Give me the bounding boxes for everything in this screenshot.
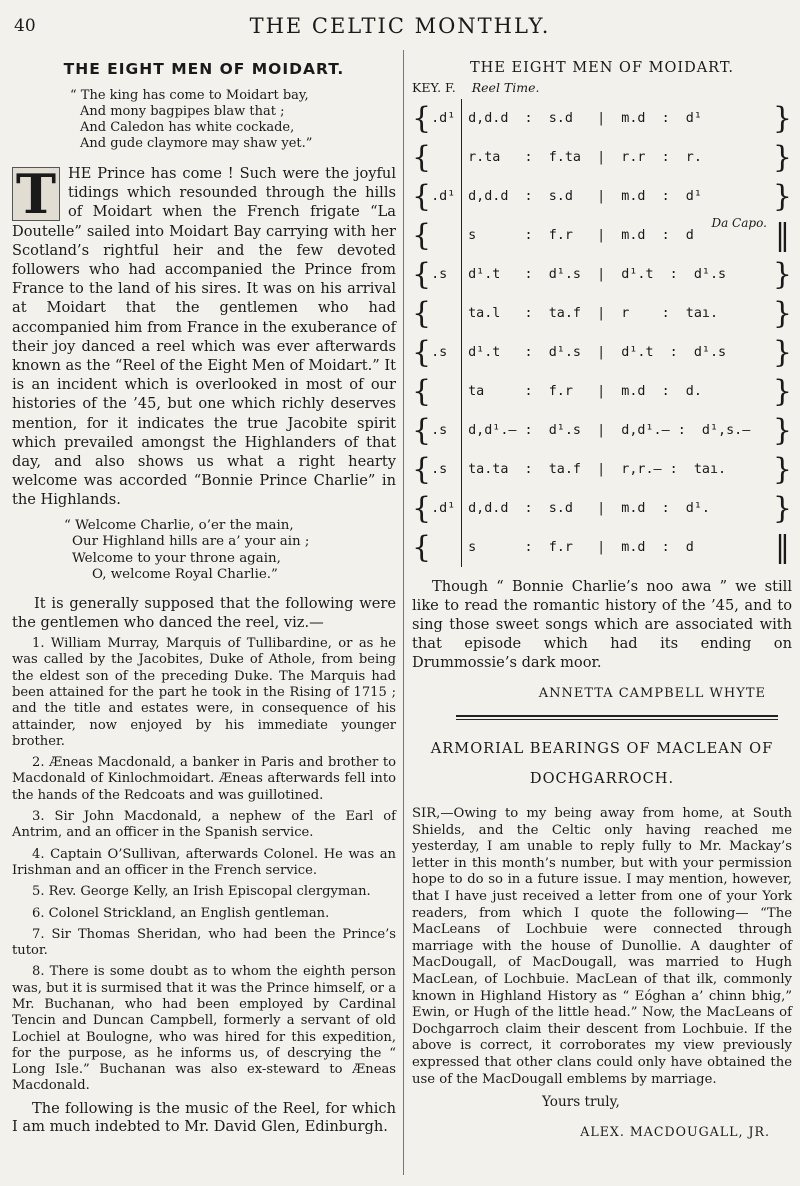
music-line [412, 411, 792, 450]
anacrusis: .s [431, 423, 448, 438]
list-item: 7. Sir Thomas Sheridan, who had been the Prince’s tutor. [12, 926, 396, 959]
right-brace: } [772, 296, 792, 331]
right-brace: } [772, 101, 792, 136]
intro-block [12, 164, 396, 510]
bar-notes: ta.ta : ta.f | r,r.– : taı. [468, 462, 727, 477]
tempo: Reel Time. [471, 80, 540, 95]
armorial-title-line: ARMORIAL BEARINGS OF MACLEAN OF [430, 740, 774, 757]
epigraph-line: “ The king has come to Moidart bay, [70, 88, 309, 103]
bar-notes: d,d.d : s.d | m.d : d¹ [468, 111, 702, 126]
epigraph-line: And gude claymore may shaw yet.” [80, 136, 313, 151]
signature: ANNETTA CAMPBELL WHYTE [538, 686, 766, 701]
anacrusis [431, 294, 462, 333]
music-line [412, 489, 792, 528]
right-brace: } [772, 413, 792, 448]
right-brace: } [772, 179, 792, 214]
bar-cell [462, 216, 773, 255]
epigraph [70, 88, 396, 152]
column-divider [403, 50, 404, 1175]
verse-line: Welcome to your throne again, [72, 550, 281, 566]
list-item: 3. Sir John Macdonald, a nephew of the Earl of Antrim, and an officer in the Spanish service. [12, 809, 396, 841]
list-item: 5. Rev. George Kelly, an Irish Episcopal clergyman. [32, 884, 371, 900]
verse-line: “ Welcome Charlie, o’er the main, [64, 517, 294, 533]
list-item: 1. William Murray, Marquis of Tullibardine, or as he was called by the Jacobites, Duke of Athole, from being the eldest son of the preceding Duke. The Marquis had been attained for the part he took in the Rising of 1715 ; and the title and estates were, in consequence of his attainder, now enjoyed by his immediate younger brother. [12, 636, 396, 749]
right-brace: } [772, 335, 792, 370]
armorial-title-line: DOCHGARROCH. [529, 770, 675, 787]
music-line [412, 333, 792, 372]
bar-notes: s : f.r | m.d : d [468, 540, 694, 555]
bar-notes: d,d.d : s.d | m.d : d¹. [468, 501, 710, 516]
anacrusis: .s [431, 345, 448, 360]
bar-notes: ta.l : ta.f | r : taı. [468, 306, 719, 321]
epigraph-line: And mony bagpipes blaw that ; [80, 104, 285, 119]
music-line [412, 99, 792, 138]
bar-notes: s : f.r | m.d : d [468, 228, 694, 243]
bar-notes: d¹.t : d¹.s | d¹.t : d¹.s [468, 345, 727, 360]
music-line [412, 138, 792, 177]
right-column [412, 58, 792, 1139]
music-line [412, 216, 792, 255]
anacrusis [431, 216, 462, 255]
men-list [12, 636, 396, 1095]
bar-notes: ta : f.r | m.d : d. [468, 384, 702, 399]
intro-paragraph: HE Prince has come ! Such were the joyful tidings which resounded through the hills of Moidart when the French frigate “La Doutelle” sailed into Moidart Bay carrying with her Scotland’s rightful heir and the few devoted followers who had accompanied the Prince from France to the land of his sires. It was on his arrival at Moidart that the gentlemen who had accompanied him from France in the exuberance of their joy danced a reel which was ever afterwards known as the “Reel of the Eight Men of Moidart.” It is an incident which is overlooked in most of our histories of the ’45, but one which richly deserves mention, for it indicates the true Jacobite spirit which prevailed amongst the Highlanders of that day, and also shows us what a right hearty welcome was accorded “Bonnie Prince Charlie” in the Highlands. [12, 165, 396, 509]
right-brace: } [772, 140, 792, 175]
verse-line: O, welcome Royal Charlie.” [92, 567, 278, 583]
letter-signature: ALEX. MACDOUGALL, JR. [580, 1124, 770, 1140]
right-brace: } [772, 491, 792, 526]
bar-notes: d,d.d : s.d | m.d : d¹ [468, 189, 702, 204]
list-item: 2. Æneas Macdonald, a banker in Paris and brother to Macdonald of Kinlochmoidart. Æneas afterwards fell into the hands of the Redcoats and was guillotined. [12, 755, 396, 803]
bar-cell [462, 177, 773, 216]
anacrusis: .s [431, 267, 448, 282]
anacrusis [431, 138, 462, 177]
left-column [12, 58, 396, 1137]
list-item: 8. There is some doubt as to whom the eighth person was, but it is surmised that it was the Prince himself, or a Mr. Buchanan, who had been employed by Cardinal Tencin and Duncan Campbell, formerly a servant of old Lochiel at Boulogne, who was hired for this expedition, for the purpose, as he informs us, of descrying the “ Long Isle.” Buchanan was also ex-steward to Æneas Macdonald. [12, 964, 396, 1094]
left-brace: { [412, 101, 432, 136]
tail-paragraph: Though “ Bonnie Charlie’s noo awa ” we still like to read the romantic history of the ’45, and to sing those sweet songs which are associated with that episode which had its ending on Drummossie’s dark moor. [412, 578, 792, 671]
left-brace: { [412, 140, 432, 175]
left-brace: { [412, 257, 432, 292]
letter-body: SIR,—Owing to my being away from home, at South Shields, and the Celtic only having reached me yesterday, I am unable to reply fully to Mr. Mackay’s letter in this month’s number, but with your permission hope to do so in a future issue. I may mention, however, that I have just received a letter from one of your York readers, from which I quote the following— “The MacLeans of Lochbuie were connected through marriage with the house of Dunollie. A daughter of MacDougall, of MacDougall, was married to Hugh MacLean, of Lochbuie. MacLean of that ilk, commonly known in Highland History as “ Eóghan a’ chinn bhig,” Ewin, or Hugh of the little head.” Now, the MacLeans of Dochgarroch claim their descent from Lochbuie. If the above is correct, it corroborates my view previously expressed that other clans could only have obtained the use of the MacDougall emblems by marriage. [412, 806, 792, 1087]
sol-fa-notation [412, 99, 792, 567]
bar-cell [462, 489, 773, 528]
bar-cell [462, 294, 773, 333]
left-brace: { [412, 335, 432, 370]
double-barline: ‖ [774, 530, 790, 565]
letter-closing: Yours truly, [542, 1094, 620, 1111]
page-header [0, 14, 800, 42]
verse-line: Our Highland hills are a’ your ain ; [72, 534, 310, 550]
bar-notes: r.ta : f.ta | r.r : r. [468, 150, 702, 165]
left-brace: { [412, 491, 432, 526]
anacrusis: .d¹ [431, 111, 456, 126]
masthead: THE CELTIC MONTHLY. [249, 14, 551, 38]
bar-cell [462, 138, 773, 177]
epigraph-line: And Caledon has white cockade, [80, 120, 295, 135]
bar-notes: d,d¹.– : d¹.s | d,d¹.– : d¹,s.– [468, 423, 751, 438]
left-brace: { [412, 218, 432, 253]
bar-cell [462, 411, 773, 450]
right-brace: } [772, 257, 792, 292]
left-brace: { [412, 374, 432, 409]
bar-cell [462, 528, 773, 567]
bar-notes: d¹.t : d¹.s | d¹.t : d¹.s [468, 267, 727, 282]
left-brace: { [412, 296, 432, 331]
anacrusis [431, 528, 462, 567]
music-line [412, 528, 792, 567]
key-signature: KEY. F. [412, 80, 456, 95]
anacrusis: .s [431, 462, 448, 477]
section-rule [456, 715, 778, 720]
music-line [412, 255, 792, 294]
welcome-verse [64, 518, 396, 584]
list-item: 4. Captain O’Sullivan, afterwards Colonel. He was an Irishman and an officer in the French service. [12, 846, 396, 878]
anacrusis [431, 372, 462, 411]
music-line [412, 294, 792, 333]
da-capo: Da Capo. [711, 216, 767, 230]
bar-cell [462, 255, 773, 294]
double-barline: ‖ [774, 218, 790, 253]
bar-cell [462, 450, 773, 489]
article-title: THE EIGHT MEN OF MOIDART. [63, 60, 345, 78]
page-number: 40 [14, 16, 36, 36]
music-title: THE EIGHT MEN OF MOIDART. [470, 60, 734, 76]
list-item: 6. Colonel Strickland, an English gentleman. [32, 905, 330, 921]
music-line [412, 372, 792, 411]
music-line [412, 450, 792, 489]
lead-in: It is generally supposed that the following were the gentlemen who danced the reel, viz.— [12, 594, 396, 631]
left-brace: { [412, 179, 432, 214]
bar-cell [462, 99, 773, 138]
anacrusis: .d¹ [431, 501, 456, 516]
bar-cell [462, 333, 773, 372]
left-brace: { [412, 452, 432, 487]
dropcap: T [12, 167, 60, 221]
left-brace: { [412, 530, 432, 565]
armorial-title [412, 734, 792, 794]
music-line [412, 177, 792, 216]
right-brace: } [772, 452, 792, 487]
left-brace: { [412, 413, 432, 448]
bar-cell [462, 372, 773, 411]
closing-paragraph: The following is the music of the Reel, for which I am much indebted to Mr. David Glen, Edinburgh. [12, 1099, 396, 1136]
music-key [412, 80, 792, 95]
anacrusis: .d¹ [431, 189, 456, 204]
right-brace: } [772, 374, 792, 409]
